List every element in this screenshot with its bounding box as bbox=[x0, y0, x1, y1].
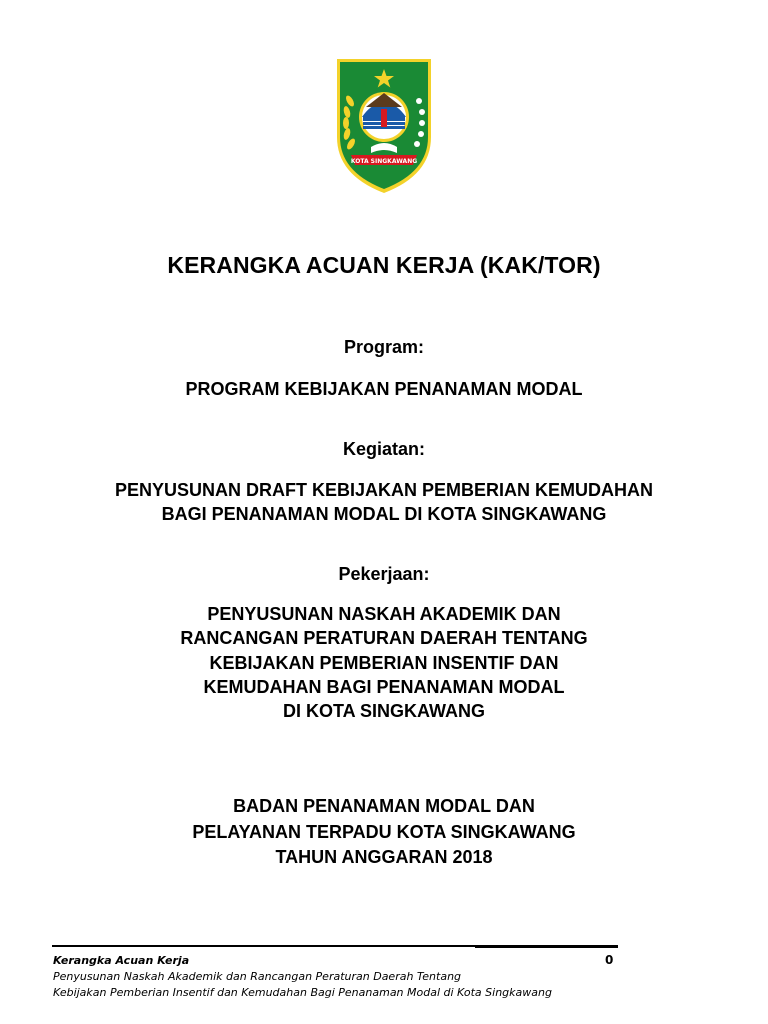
document-title: KERANGKA ACUAN KERJA (KAK/TOR) bbox=[167, 252, 601, 278]
pekerjaan-line: DI KOTA SINGKAWANG bbox=[283, 701, 485, 721]
program-value: PROGRAM KEBIJAKAN PENANAMAN MODAL bbox=[185, 379, 583, 399]
footer-subtitle-line: Penyusunan Naskah Akademik dan Rancangan Peraturan Daerah Tentang bbox=[53, 970, 462, 983]
footer-subtitle-line: Kebijakan Pemberian Insentif dan Kemudahan Bagi Penanaman Modal di Kota Singkawang bbox=[53, 986, 552, 999]
agency-line: TAHUN ANGGARAN 2018 bbox=[275, 847, 493, 867]
kegiatan-label: Kegiatan: bbox=[342, 439, 425, 459]
pekerjaan-line: PENYUSUNAN NASKAH AKADEMIK DAN bbox=[207, 604, 561, 624]
emblem-motto: KOTA SINGKAWANG bbox=[350, 158, 418, 165]
pekerjaan-line: RANCANGAN PERATURAN DAERAH TENTANG bbox=[180, 628, 588, 648]
kegiatan-line: BAGI PENANAMAN MODAL DI KOTA SINGKAWANG bbox=[161, 504, 607, 524]
agency-line: BADAN PENANAMAN MODAL DAN bbox=[233, 796, 535, 816]
kota-singkawang-emblem-icon bbox=[333, 55, 435, 195]
footer-divider-accent bbox=[475, 945, 618, 948]
agency-line: PELAYANAN TERPADU KOTA SINGKAWANG bbox=[192, 822, 576, 842]
pekerjaan-label: Pekerjaan: bbox=[338, 564, 430, 584]
pekerjaan-line: KEMUDAHAN BAGI PENANAMAN MODAL bbox=[203, 677, 565, 697]
page-number: 0 bbox=[605, 953, 614, 967]
footer-title: Kerangka Acuan Kerja bbox=[53, 954, 190, 967]
kegiatan-line: PENYUSUNAN DRAFT KEBIJAKAN PEMBERIAN KEMUDAHAN bbox=[114, 480, 654, 500]
pekerjaan-line: KEBIJAKAN PEMBERIAN INSENTIF DAN bbox=[209, 653, 559, 673]
program-label: Program: bbox=[343, 337, 424, 357]
